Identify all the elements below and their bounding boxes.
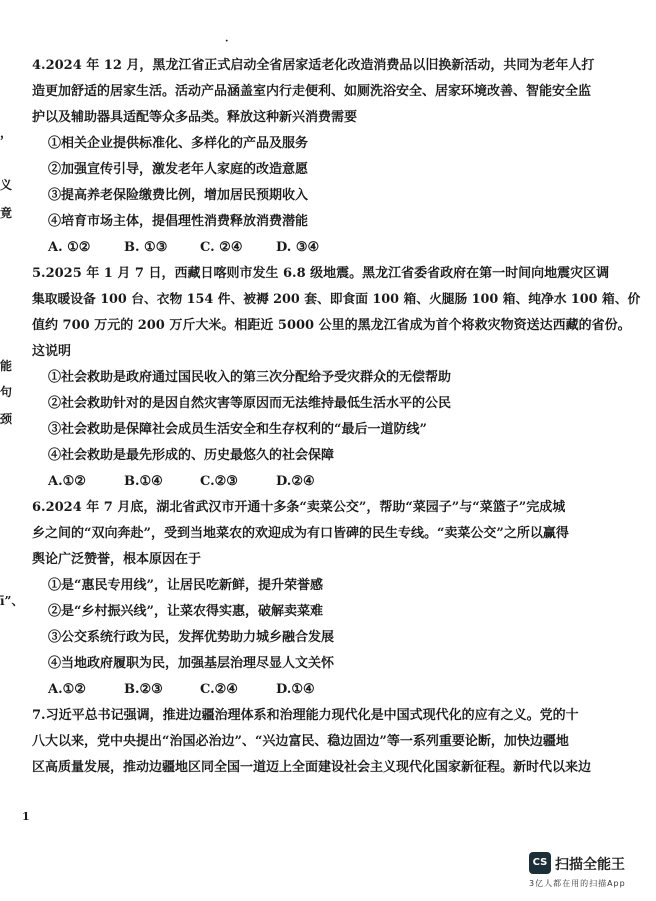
question-5-option: ②社会救助针对的是因自然灾害等原因而无法维持最低生活水平的公民 (48, 396, 452, 411)
question-5-choices (48, 473, 352, 491)
question-4-stem-line: 造更加舒适的居家生活。活动产品涵盖室内行走便利、如厕洗浴安全、居家环境改善、智能安全监 (32, 84, 592, 99)
margin-fragment: 竟 (0, 206, 13, 220)
question-5-option: ①社会救助是政府通过国民收入的第三次分配给予受灾群众的无偿帮助 (48, 370, 452, 385)
choice-c: C.②④ (200, 682, 238, 697)
choice-b: B. ①③ (124, 240, 168, 255)
watermark-app-name: 扫描全能王 (555, 857, 625, 873)
choice-c: C. ②④ (200, 240, 243, 255)
question-5-option: ④社会救助是最先形成的、历史最悠久的社会保障 (48, 448, 335, 463)
watermark-slogan: 3亿人都在用的扫描App (529, 879, 626, 888)
question-4-stem-line: 护以及辅助器具适配等众多品类。释放这种新兴消费需要 (32, 110, 358, 125)
margin-fragment: 能 (0, 359, 13, 373)
choice-b: B.②③ (124, 682, 163, 697)
choice-d: D.②④ (276, 474, 315, 489)
question-4-option: ①相关企业提供标准化、多样化的产品及服务 (48, 136, 309, 151)
question-6-stem-line: 乡之间的“双向奔赴”，受到当地菜农的欢迎成为有口皆碑的民生专线。“卖菜公交”之所以赢得 (32, 526, 569, 541)
choice-d: D.①④ (276, 682, 315, 697)
margin-fragment: 义 (0, 178, 13, 192)
question-6-option: ③公交系统行政为民，发挥优势助力城乡融合发展 (48, 630, 335, 645)
question-4-option: ③提高养老保险缴费比例，增加居民预期收入 (48, 188, 309, 203)
question-5-option: ③社会救助是保障社会成员生活安全和生存权利的“最后一道防线” (48, 422, 427, 437)
question-6-stem-line: 6.2024 年 7 月底，湖北省武汉市开通十多条“卖菜公交”，帮助“菜园子”与“菜篮子”完成城 (32, 500, 566, 515)
choice-c: C.②③ (200, 474, 238, 489)
choice-b: B.①④ (124, 474, 163, 489)
question-6-choices (48, 681, 352, 699)
camscanner-logo-icon: CS (529, 852, 551, 874)
question-6-option: ②是“乡村振兴线”，让菜农得实惠，破解卖菜难 (48, 604, 323, 619)
question-4-option: ②加强宣传引导，激发老年人家庭的改造意愿 (48, 162, 309, 177)
choice-d: D. ③④ (276, 240, 320, 255)
question-4-option: ④培育市场主体，提倡理性消费释放消费潜能 (48, 214, 309, 229)
choice-a: A. ①② (48, 240, 91, 255)
question-5-stem-line: 这说明 (32, 344, 72, 359)
question-6-option: ④当地政府履职为民，加强基层治理尽显人文关怀 (48, 656, 335, 671)
page-number: 1 (22, 810, 30, 823)
margin-fragment: 句 (0, 385, 13, 399)
margin-fragment: ， (0, 126, 13, 140)
question-6-option: ①是“惠民专用线”，让居民吃新鲜，提升荣誉感 (48, 578, 323, 593)
choice-a: A.①② (48, 682, 86, 697)
top-mark: · (225, 36, 229, 47)
question-7-stem-line: 7.习近平总书记强调，推进边疆治理体系和治理能力现代化是中国式现代化的应有之义。党的十 (32, 708, 579, 723)
question-4-stem-line: 4.2024 年 12 月，黑龙江省正式启动全省居家适老化改造消费品以旧换新活动，共同为老年人打 (32, 58, 595, 73)
question-5-stem-line: 5.2025 年 1 月 7 日，西藏日喀则市发生 6.8 级地震。黑龙江省委省政府在第一时间向地震灾区调 (32, 266, 610, 281)
margin-fragment: 颈 (0, 412, 13, 426)
question-4-choices (48, 239, 352, 257)
question-7-stem-line: 区高质量发展，推动边疆地区同全国一道迈上全面建设社会主义现代化国家新征程。新时代以来边 (32, 760, 592, 775)
choice-a: A.①② (48, 474, 86, 489)
question-5-stem-line: 集取暖设备 100 台、衣物 154 件、被褥 200 套、即食面 100 箱、火腿肠 100 箱、纯净水 100 箱、价 (32, 292, 641, 307)
question-6-stem-line: 舆论广泛赞誉，根本原因在于 (32, 552, 202, 567)
question-5-stem-line: 值约 700 万元的 200 万斤大米。相距近 5000 公里的黑龙江省成为首个将救灾物资送达西藏的省份。 (32, 318, 631, 333)
margin-fragment: ī”、 (0, 594, 24, 608)
question-7-stem-line: 八大以来，党中央提出“治国必治边”、“兴边富民、稳边固边”等一系列重要论断，加快边疆地 (32, 734, 569, 749)
